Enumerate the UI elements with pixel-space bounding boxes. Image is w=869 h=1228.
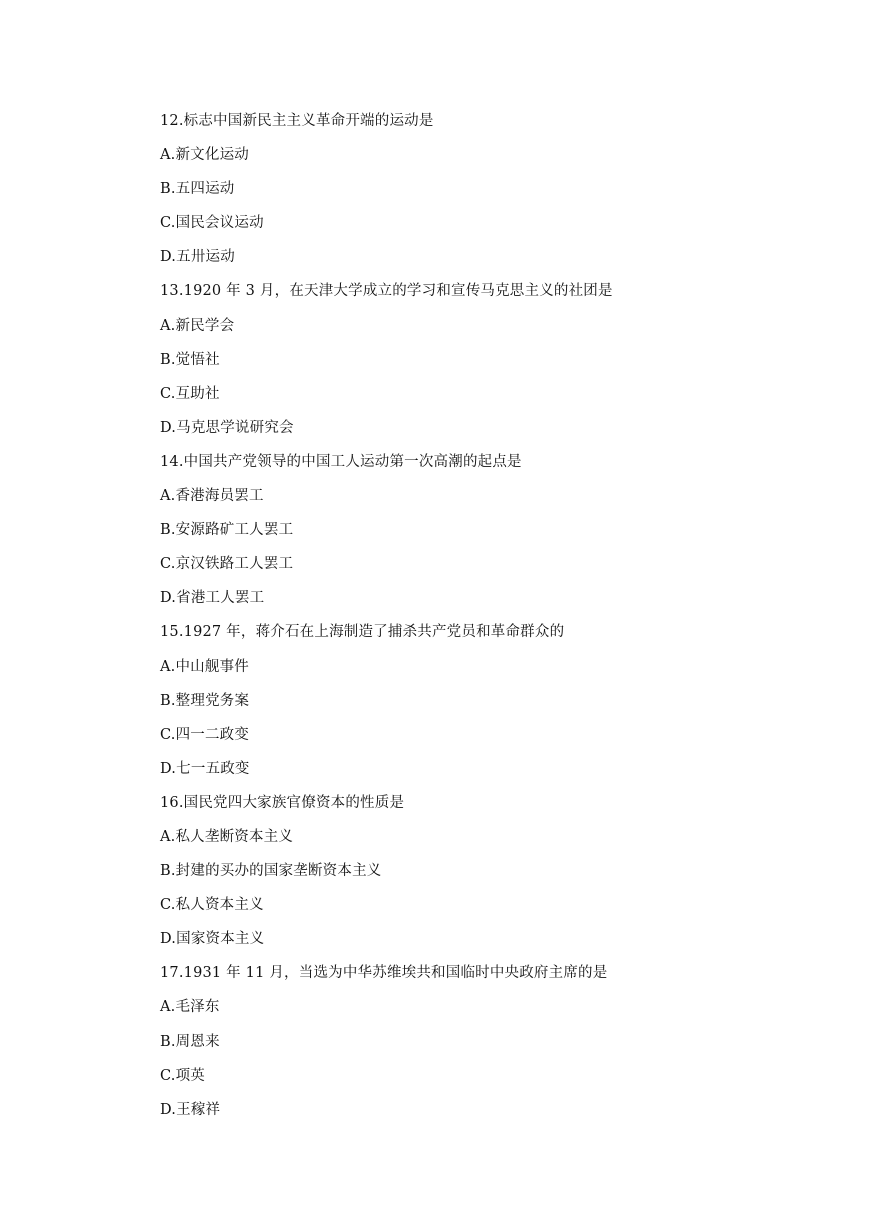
option-c: C.项英 <box>160 1067 205 1084</box>
option-a: A.毛泽东 <box>160 999 220 1016</box>
option-b: B.封建的买办的国家垄断资本主义 <box>160 863 382 880</box>
option-a: A.香港海员罢工 <box>160 488 264 505</box>
question-12 <box>160 110 800 280</box>
option-b: B.觉悟社 <box>160 351 220 368</box>
option-c: C.互助社 <box>160 385 220 402</box>
question-13 <box>160 280 800 450</box>
option-a: A.私人垄断资本主义 <box>160 828 294 845</box>
option-a: A.新民学会 <box>160 317 235 334</box>
option-b: B.安源路矿工人罢工 <box>160 522 294 539</box>
option-d: D.七一五政变 <box>160 760 250 777</box>
question-15 <box>160 621 800 791</box>
option-b: B.五四运动 <box>160 181 235 198</box>
option-a: A.新文化运动 <box>160 147 249 164</box>
option-c: C.国民会议运动 <box>160 215 264 232</box>
question-16 <box>160 792 800 962</box>
option-c: C.京汉铁路工人罢工 <box>160 556 294 573</box>
question-stem: 14.中国共产党领导的中国工人运动第一次高潮的起点是 <box>160 453 522 470</box>
question-stem: 17.1931 年 11 月，当选为中华苏维埃共和国临时中央政府主席的是 <box>160 965 608 982</box>
question-14 <box>160 451 800 621</box>
question-stem: 16.国民党四大家族官僚资本的性质是 <box>160 794 405 811</box>
option-b: B.整理党务案 <box>160 692 250 709</box>
option-c: C.私人资本主义 <box>160 897 264 914</box>
option-d: D.国家资本主义 <box>160 931 265 948</box>
option-c: C.四一二政变 <box>160 726 250 743</box>
option-b: B.周恩来 <box>160 1033 220 1050</box>
question-stem: 12.标志中国新民主主义革命开端的运动是 <box>160 113 434 129</box>
option-a: A.中山舰事件 <box>160 658 249 675</box>
question-stem: 13.1920 年 3 月，在天津大学成立的学习和宣传马克思主义的社团是 <box>160 283 613 300</box>
question-17 <box>160 962 800 1132</box>
option-d: D.五卅运动 <box>160 249 235 266</box>
question-stem: 15.1927 年，蒋介石在上海制造了捕杀共产党员和革命群众的 <box>160 624 565 641</box>
option-d: D.王稼祥 <box>160 1101 221 1118</box>
option-d: D.马克思学说研究会 <box>160 419 294 436</box>
question-list <box>160 110 800 1133</box>
option-d: D.省港工人罢工 <box>160 590 265 607</box>
